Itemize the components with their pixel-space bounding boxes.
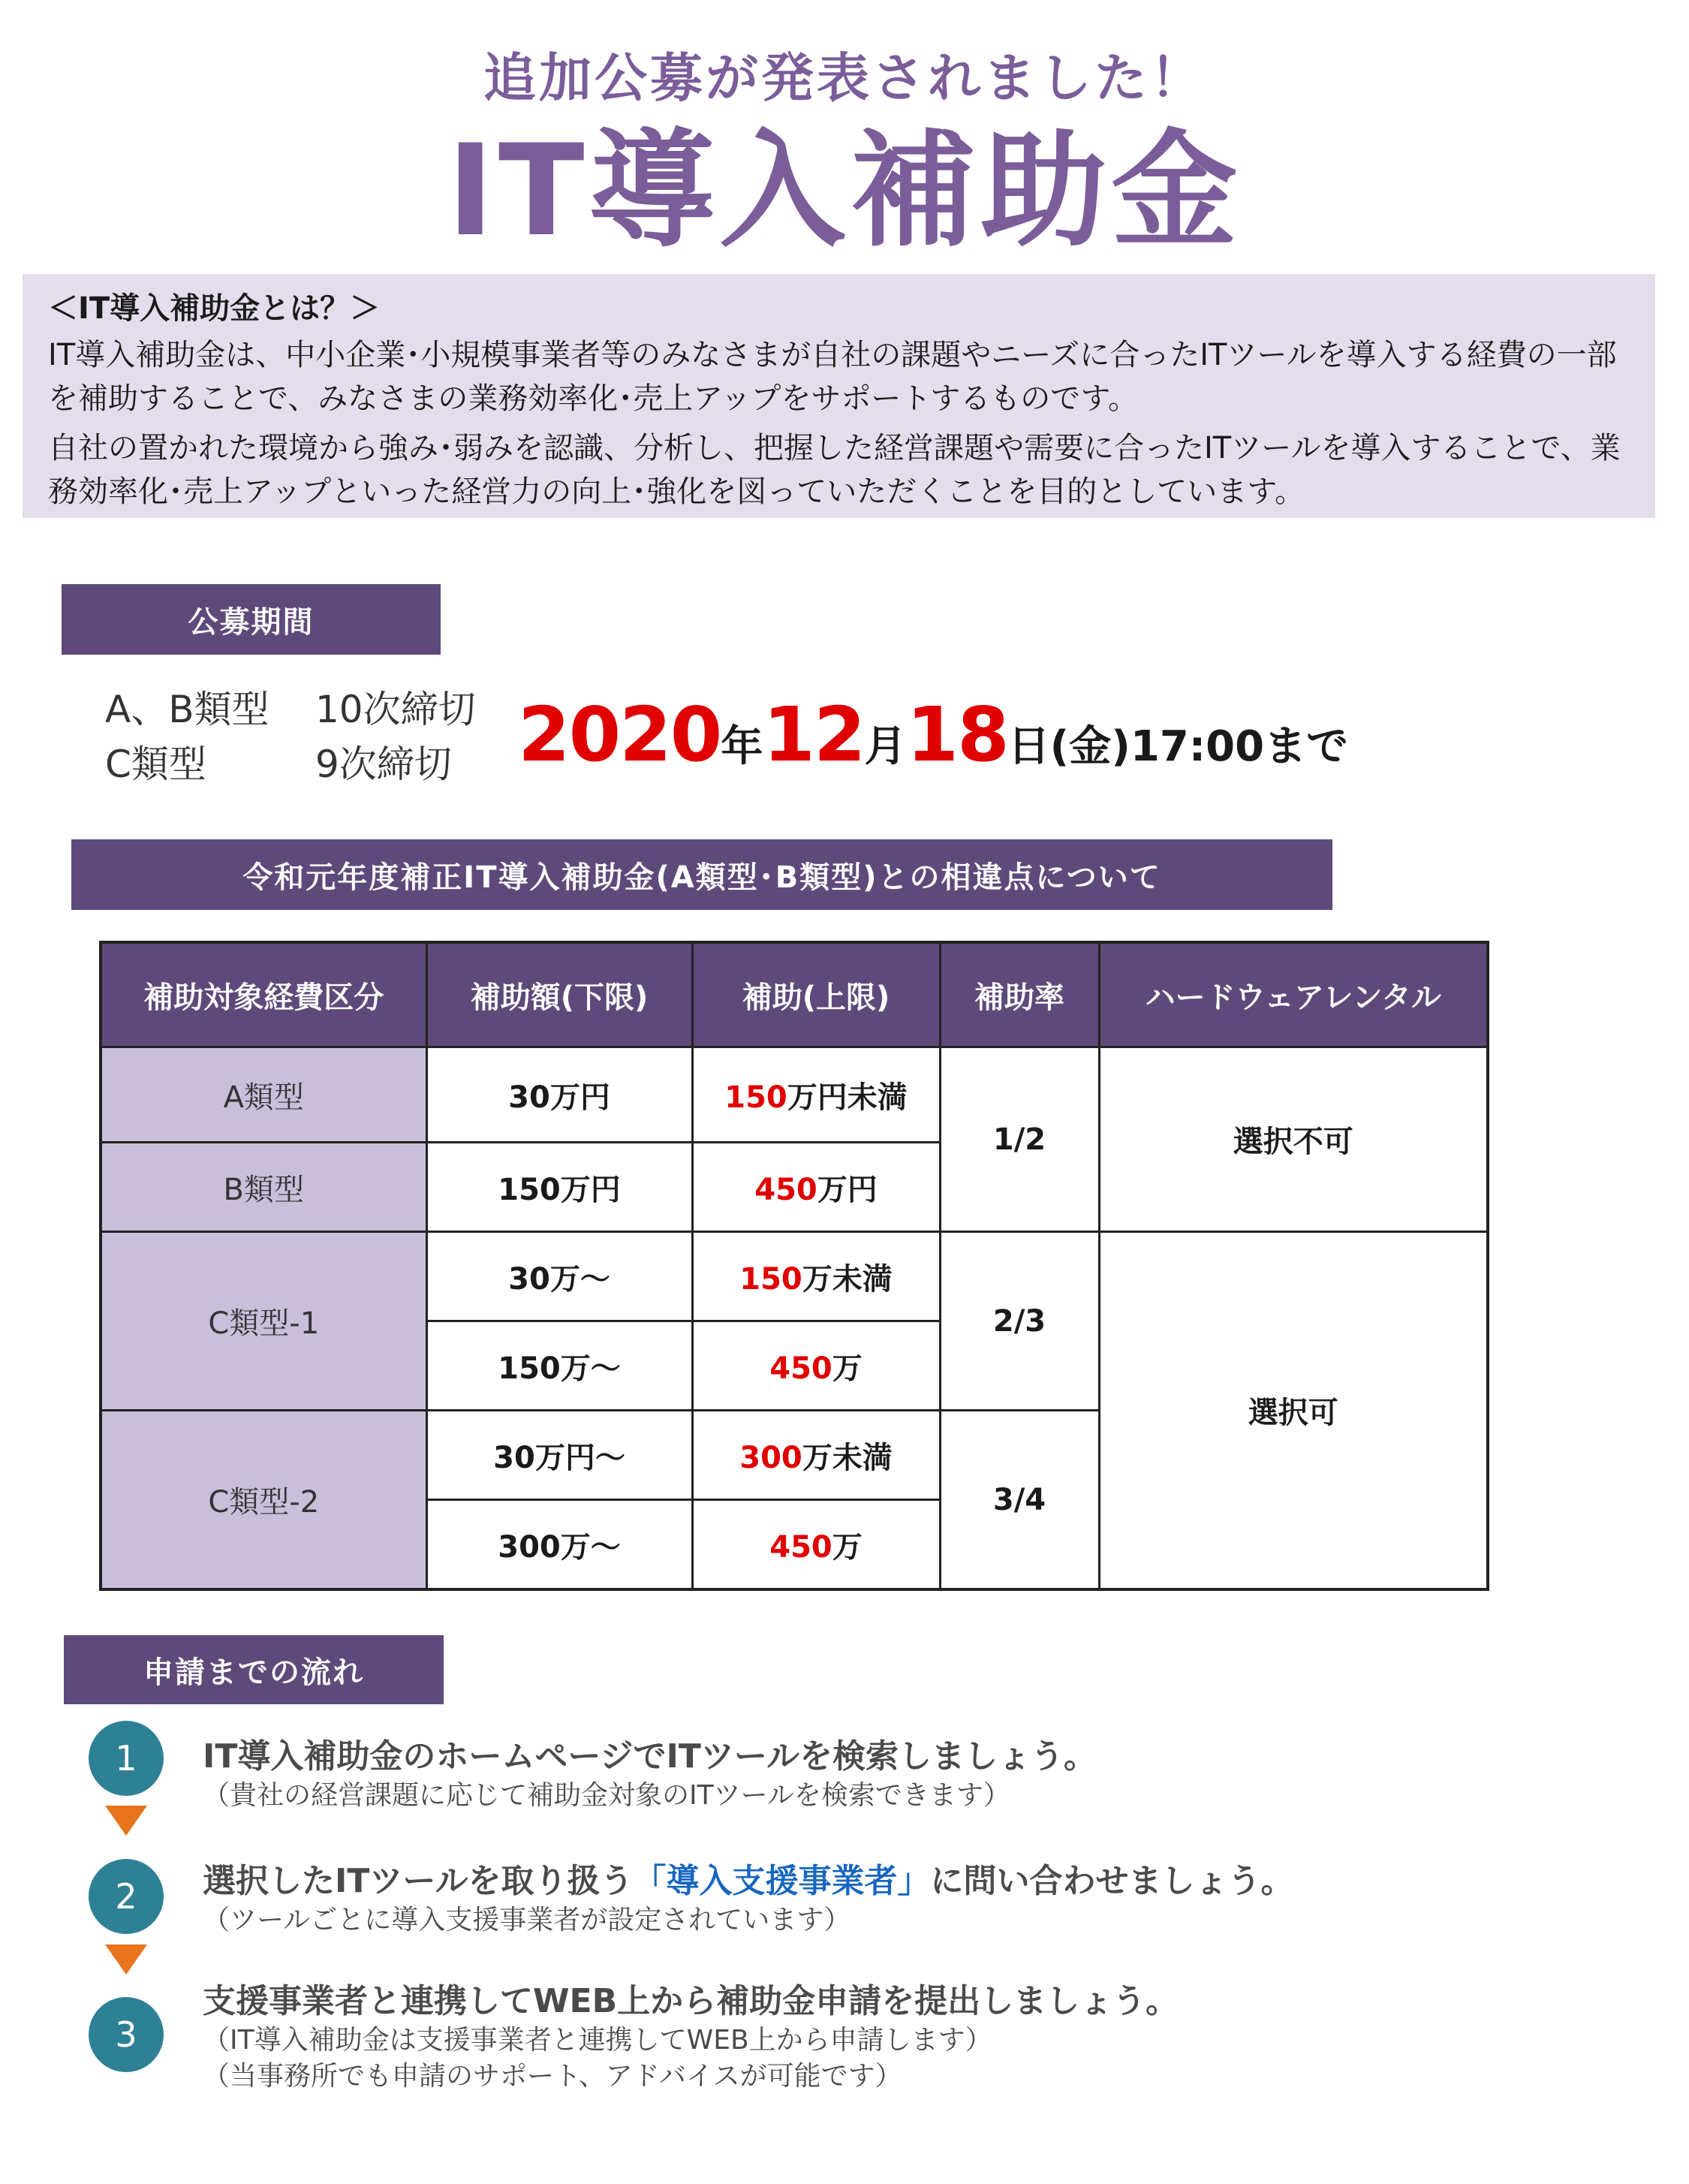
- upper-cell: [692, 1047, 940, 1143]
- type-cell-b: B類型: [101, 1143, 426, 1232]
- upper-unit: 万: [832, 1529, 863, 1565]
- step-3-number-badge: 3: [89, 1997, 164, 2072]
- lower-cell: 30万円～: [426, 1411, 692, 1500]
- step-1-text: [203, 1736, 1097, 1814]
- type-cell-c2: C類型-2: [101, 1411, 426, 1590]
- type-cell-a: A類型: [101, 1047, 426, 1143]
- step-1-main: IT導入補助金のホームページでITツールを検索しましょう。: [203, 1737, 1097, 1776]
- upper-amount: 300: [739, 1440, 802, 1475]
- lower-cell: 30万円: [426, 1047, 692, 1143]
- upper-unit: 万: [832, 1351, 863, 1386]
- upper-unit: 万円: [817, 1172, 878, 1207]
- deadline: [518, 691, 1348, 779]
- step-2-highlight: 「導入支援事業者」: [633, 1862, 931, 1900]
- upper-amount: 150: [724, 1080, 787, 1115]
- step-2-main-post: に問い合わせましょう。: [930, 1862, 1294, 1900]
- table-row: [101, 1047, 1488, 1143]
- intro-heading: ＜IT導入補助金とは？＞: [48, 291, 381, 326]
- col-header-hardware: ハードウェアレンタル: [1099, 942, 1488, 1047]
- step-2-main: [203, 1860, 1294, 1902]
- step-1-number-badge: 1: [89, 1721, 164, 1796]
- step-2-number-badge: 2: [89, 1859, 164, 1934]
- lower-cell: 30万～: [426, 1232, 692, 1321]
- period-ab-round: 10次締切: [315, 688, 476, 731]
- period-ab-line: [105, 679, 476, 734]
- deadline-month-unit: 月: [864, 722, 907, 771]
- period-c-line: [105, 734, 452, 788]
- arrow-down-icon: [105, 1806, 147, 1836]
- lower-cell: 150万円: [426, 1143, 692, 1232]
- col-header-lower: 補助額(下限): [426, 942, 692, 1047]
- step-3-main: 支援事業者と連携してWEB上から補助金申請を提出しましょう。: [203, 1982, 1179, 2020]
- step-3-sub-2: （当事務所でも申請のサポート、アドバイスが可能です）: [203, 2061, 902, 2092]
- table-row: [101, 1232, 1488, 1321]
- subtitle: 追加公募が発表されました！: [483, 47, 1206, 109]
- upper-amount: 450: [754, 1172, 817, 1207]
- table-header-row: [101, 942, 1488, 1047]
- upper-cell: [692, 1411, 940, 1500]
- upper-cell: [692, 1232, 940, 1321]
- intro-paragraph-2: 自社の置かれた環境から強み･弱みを認識、分析し、把握した経営課題や需要に合ったITツールを導入することで、業務効率化･売上アップといった経営力の向上･強化を図っていただくことを目的としています。: [48, 431, 1621, 509]
- step-3-text: [203, 1981, 1179, 2095]
- deadline-year: 2020: [518, 691, 721, 779]
- section-header-differences: 令和元年度補正IT導入補助金(A類型･B類型)との相違点について: [71, 839, 1332, 910]
- upper-unit: 万未満: [802, 1261, 893, 1297]
- upper-amount: 150: [739, 1261, 802, 1297]
- step-2-text: [203, 1860, 1294, 1938]
- step-2-sub: （ツールごとに導入支援事業者が設定されています）: [203, 1905, 851, 1935]
- deadline-day: 18: [906, 691, 1008, 779]
- col-header-upper: 補助(上限): [692, 942, 940, 1047]
- upper-amount: 450: [769, 1529, 832, 1565]
- upper-amount: 450: [769, 1351, 832, 1386]
- step-1-sub: （貴社の経営課題に応じて補助金対象のITツールを検索できます）: [203, 1780, 1010, 1811]
- lower-cell: 300万～: [426, 1500, 692, 1590]
- page-title: IT導入補助金: [447, 117, 1242, 264]
- intro-box: [23, 274, 1655, 518]
- rate-cell-c2: 3/4: [940, 1411, 1099, 1590]
- deadline-month: 12: [763, 691, 865, 779]
- rate-cell-c1: 2/3: [940, 1232, 1099, 1411]
- upper-cell: [692, 1500, 940, 1590]
- upper-unit: 万未満: [802, 1440, 893, 1475]
- deadline-rest: 日(金)17:00まで: [1007, 722, 1349, 771]
- col-header-rate: 補助率: [940, 942, 1099, 1047]
- col-header-category: 補助対象経費区分: [101, 942, 426, 1047]
- arrow-down-icon: [105, 1945, 147, 1975]
- intro-paragraph-1: IT導入補助金は、中小企業･小規模事業者等のみなさまが自社の課題やニーズに合ったITツールを導入する経費の一部を補助することで、みなさまの業務効率化･売上アップをサポートするものです。: [48, 338, 1617, 416]
- period-ab-type: A、B類型: [105, 688, 269, 731]
- section-header-flow: 申請までの流れ: [64, 1635, 444, 1704]
- comparison-table: [99, 941, 1489, 1591]
- upper-cell: [692, 1321, 940, 1411]
- hardware-cell-ab: 選択不可: [1099, 1047, 1488, 1232]
- step-3-sub-1: （IT導入補助金は支援事業者と連携してWEB上から申請します）: [203, 2025, 992, 2056]
- period-c-type: C類型: [105, 743, 206, 786]
- lower-cell: 150万～: [426, 1321, 692, 1411]
- upper-cell: [692, 1143, 940, 1232]
- period-c-round: 9次締切: [315, 743, 452, 786]
- rate-cell-ab: 1/2: [940, 1047, 1099, 1232]
- type-cell-c1: C類型-1: [101, 1232, 426, 1411]
- deadline-year-unit: 年: [721, 722, 763, 771]
- upper-unit: 万円未満: [787, 1080, 908, 1115]
- section-header-period: 公募期間: [62, 584, 441, 655]
- hardware-cell-c: 選択可: [1099, 1232, 1488, 1590]
- step-2-main-pre: 選択したITツールを取り扱う: [203, 1862, 634, 1900]
